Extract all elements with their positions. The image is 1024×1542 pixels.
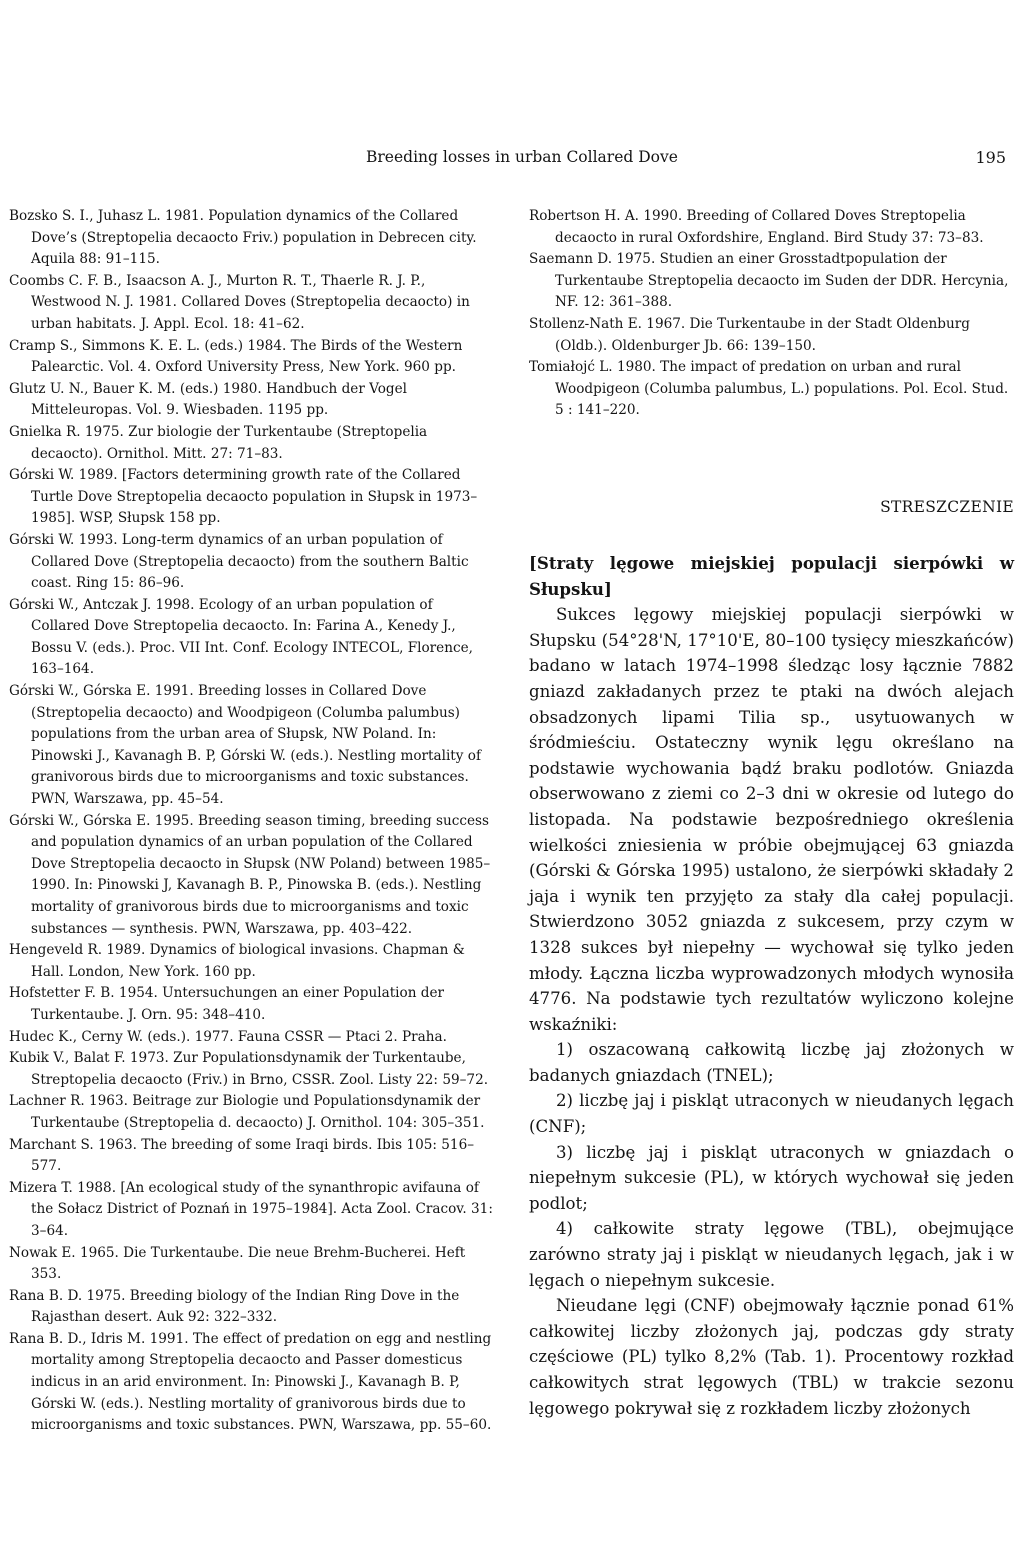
reference: Górski W., Antczak J. 1998. Ecology of an urban population of Collared Dove Streptopelia decaocto. In: Farina A., Kenedy J., Bossu V. (eds.). Proc. VII Int. Conf. Ecology INTECOL, Florence, 163–164. bbox=[9, 596, 473, 678]
abstract-paragraph: Nieudane lęgi (CNF) obejmowały łącznie ponad 61% całkowitej liczby złożonych jaj, podczas gdy straty częściowe (PL) tylko 8,2% (Tab. 1). Procentowy rozkład całkowitych strat lęgowych (TBL) w trakcie sezonu lęgowego pokrywał się z rozkładem liczby złożonych bbox=[529, 1296, 1014, 1418]
page-number: 195 bbox=[975, 148, 1006, 167]
abstract-list-item: 2) liczbę jaj i piskląt utraconych w nieudanych lęgach (CNF); bbox=[529, 1091, 1014, 1137]
reference: Nowak E. 1965. Die Turkentaube. Die neue Brehm-Bucherei. Heft 353. bbox=[9, 1244, 466, 1283]
references-right-column bbox=[529, 206, 1014, 422]
reference: Górski W. 1993. Long-term dynamics of an urban population of Collared Dove (Streptopelia decaocto) from the southern Baltic coast. Ring 15: 86–96. bbox=[9, 531, 469, 592]
reference: Górski W., Górska E. 1991. Breeding losses in Collared Dove (Streptopelia decaocto) and Woodpigeon (Columba palumbus) populations from the urban area of Słupsk, NW Poland. In: Pinowski J., Kavanagh B. P, Górski W. (eds.). Nestling mortality of granivorous birds due to microorganisms and toxic substances. PWN, Warszawa, pp. 45–54. bbox=[9, 683, 481, 808]
reference: Coombs C. F. B., Isaacson A. J., Murton R. T., Thaerle R. J. P., Westwood N. J. 1981. Collared Doves (Streptopelia decaocto) in urban habitats. J. Appl. Ecol. 18: 41–62. bbox=[9, 272, 470, 332]
abstract-list-item: 1) oszacowaną całkowitą liczbę jaj złożonych w badanych gniazdach (TNEL); bbox=[529, 1040, 1014, 1085]
reference: Rana B. D. 1975. Breeding biology of the Indian Ring Dove in the Rajasthan desert. Auk 92: 322–332. bbox=[9, 1287, 460, 1326]
reference: Marchant S. 1963. The breeding of some Iraqi birds. Ibis 105: 516–577. bbox=[9, 1136, 475, 1175]
reference: Gnielka R. 1975. Zur biologie der Turkentaube (Streptopelia decaocto). Ornithol. Mitt. 27: 71–83. bbox=[9, 423, 428, 462]
reference: Lachner R. 1963. Beitrage zur Biologie und Populationsdynamik der Turkentaube (Streptopelia d. decaocto) J. Ornithol. 104: 305–351. bbox=[9, 1093, 485, 1131]
reference: Bozsko S. I., Juhasz L. 1981. Population dynamics of the Collared Dove’s (Streptopelia decaocto Friv.) population in Debrecen city. Aquila 88: 91–115. bbox=[9, 208, 477, 268]
reference: Cramp S., Simmons K. E. L. (eds.) 1984. The Birds of the Western Palearctic. Vol. 4. Oxford University Press, New York. 960 pp. bbox=[9, 337, 463, 376]
abstract-heading-text: STRESZCZENIE bbox=[880, 498, 1014, 516]
running-head bbox=[0, 148, 1024, 172]
abstract-body bbox=[529, 551, 1014, 1421]
reference: Robertson H. A. 1990. Breeding of Collared Doves Streptopelia decaocto in rural Oxfordshire, England. Bird Study 37: 73–83. bbox=[529, 208, 984, 246]
reference: Hofstetter F. B. 1954. Untersuchungen an einer Population der Turkentaube. J. Orn. 95: 348–410. bbox=[9, 985, 445, 1023]
reference: Kubik V., Balat F. 1973. Zur Populationsdynamik der Turkentaube, Streptopelia decaocto (Friv.) in Brno, CSSR. Zool. Listy 22: 59–72. bbox=[9, 1050, 489, 1088]
reference: Górski W. 1989. [Factors determining growth rate of the Collared Turtle Dove Streptopelia decaocto population in Słupsk in 1973–1985]. WSP, Słupsk 158 pp. bbox=[9, 467, 478, 527]
reference: Hudec K., Cerny W. (eds.). 1977. Fauna CSSR — Ptaci 2. Praha. bbox=[9, 1028, 447, 1045]
reference: Tomiałojć L. 1980. The impact of predation on urban and rural Woodpigeon (Columba palumbus, L.) populations. Pol. Ecol. Stud. 5 : 141–220. bbox=[529, 359, 1009, 419]
abstract-list-item: 4) całkowite straty lęgowe (TBL), obejmujące zarówno straty jaj i piskląt w nieudanych lęgach, jak i w lęgach o niepełnym sukcesie. bbox=[529, 1219, 1014, 1290]
reference: Stollenz-Nath E. 1967. Die Turkentaube in der Stadt Oldenburg (Oldb.). Oldenburger Jb. 66: 139–150. bbox=[529, 315, 970, 354]
references-left-column bbox=[9, 206, 495, 1437]
abstract-paragraph: Sukces lęgowy miejskiej populacji sierpówki w Słupsku (54°28'N, 17°10'E, 80–100 tysięcy mieszkańców) badano w latach 1974–1998 śledząc losy łącznie 7882 gniazd zakładanych przez te ptaki na dwóch alejach obsadzonych lipami Tilia sp., usytuowanych w śródmieściu. Ostateczny wynik lęgu określano na podstawie wychowania bądź braku podlotów. Gniazda obserwowano z ziemi co 2–3 dni w okresie od lutego do listopada. Na podstawie bezpośredniego określenia wielkości zniesienia w próbie obejmującej 63 gniazda (Górski & Górska 1995) ustalono, że sierpówki składały 2 jaja i wynik ten przyjęto za stały dla całej populacji. Stwierdzono 3052 gniazda z sukcesem, przy czym w 1328 sukces był niepełny — wychował się tylko jeden młody. Łączna liczba wyprowadzonych młodych wynosiła 4776. Na podstawie tych rezultatów wyliczono kolejne wskaźniki: bbox=[529, 605, 1014, 1034]
reference: Mizera T. 1988. [An ecological study of the synanthropic avifauna of the Sołacz District of Poznań in 1975–1984]. Acta Zool. Cracov. 31: 3–64. bbox=[9, 1179, 493, 1239]
running-title: Breeding losses in urban Collared Dove bbox=[366, 148, 678, 166]
abstract-list-item: 3) liczbę jaj i piskląt utraconych w gniazdach o niepełnym sukcesie (PL), w których wychował się jeden podlot; bbox=[529, 1142, 1014, 1213]
reference: Glutz U. N., Bauer K. M. (eds.) 1980. Handbuch der Vogel Mitteleuropas. Vol. 9. Wiesbaden. 1195 pp. bbox=[9, 380, 408, 419]
reference: Rana B. D., Idris M. 1991. The effect of predation on egg and nestling mortality among Streptopelia decaocto and Passer domesticus indicus in an arid environment. In: Pinowski J., Kavanagh B. P, Górski W. (eds.). Nestling mortality of granivorous birds due to microorganisms and toxic substances. PWN, Warszawa, pp. 55–60. bbox=[9, 1330, 492, 1434]
abstract-title: [Straty lęgowe miejskiej populacji sierpówki w Słupsku] bbox=[529, 553, 1014, 599]
reference: Górski W., Górska E. 1995. Breeding season timing, breeding success and population dynamics of an urban population of the Collared Dove Streptopelia decaocto in Słupsk (NW Poland) between 1985–1990. In: Pinowski J, Kavanagh B. P., Pinowska B. (eds.). Nestling mortality of granivorous birds due to microorganisms and toxic substances — synthesis. PWN, Warszawa, pp. 403–422. bbox=[9, 812, 491, 937]
reference: Hengeveld R. 1989. Dynamics of biological invasions. Chapman & Hall. London, New York. 160 pp. bbox=[9, 942, 465, 980]
reference: Saemann D. 1975. Studien an einer Grosstadtpopulation der Turkentaube Streptopelia decaocto im Suden der DDR. Hercynia, NF. 12: 361–388. bbox=[529, 251, 1009, 311]
